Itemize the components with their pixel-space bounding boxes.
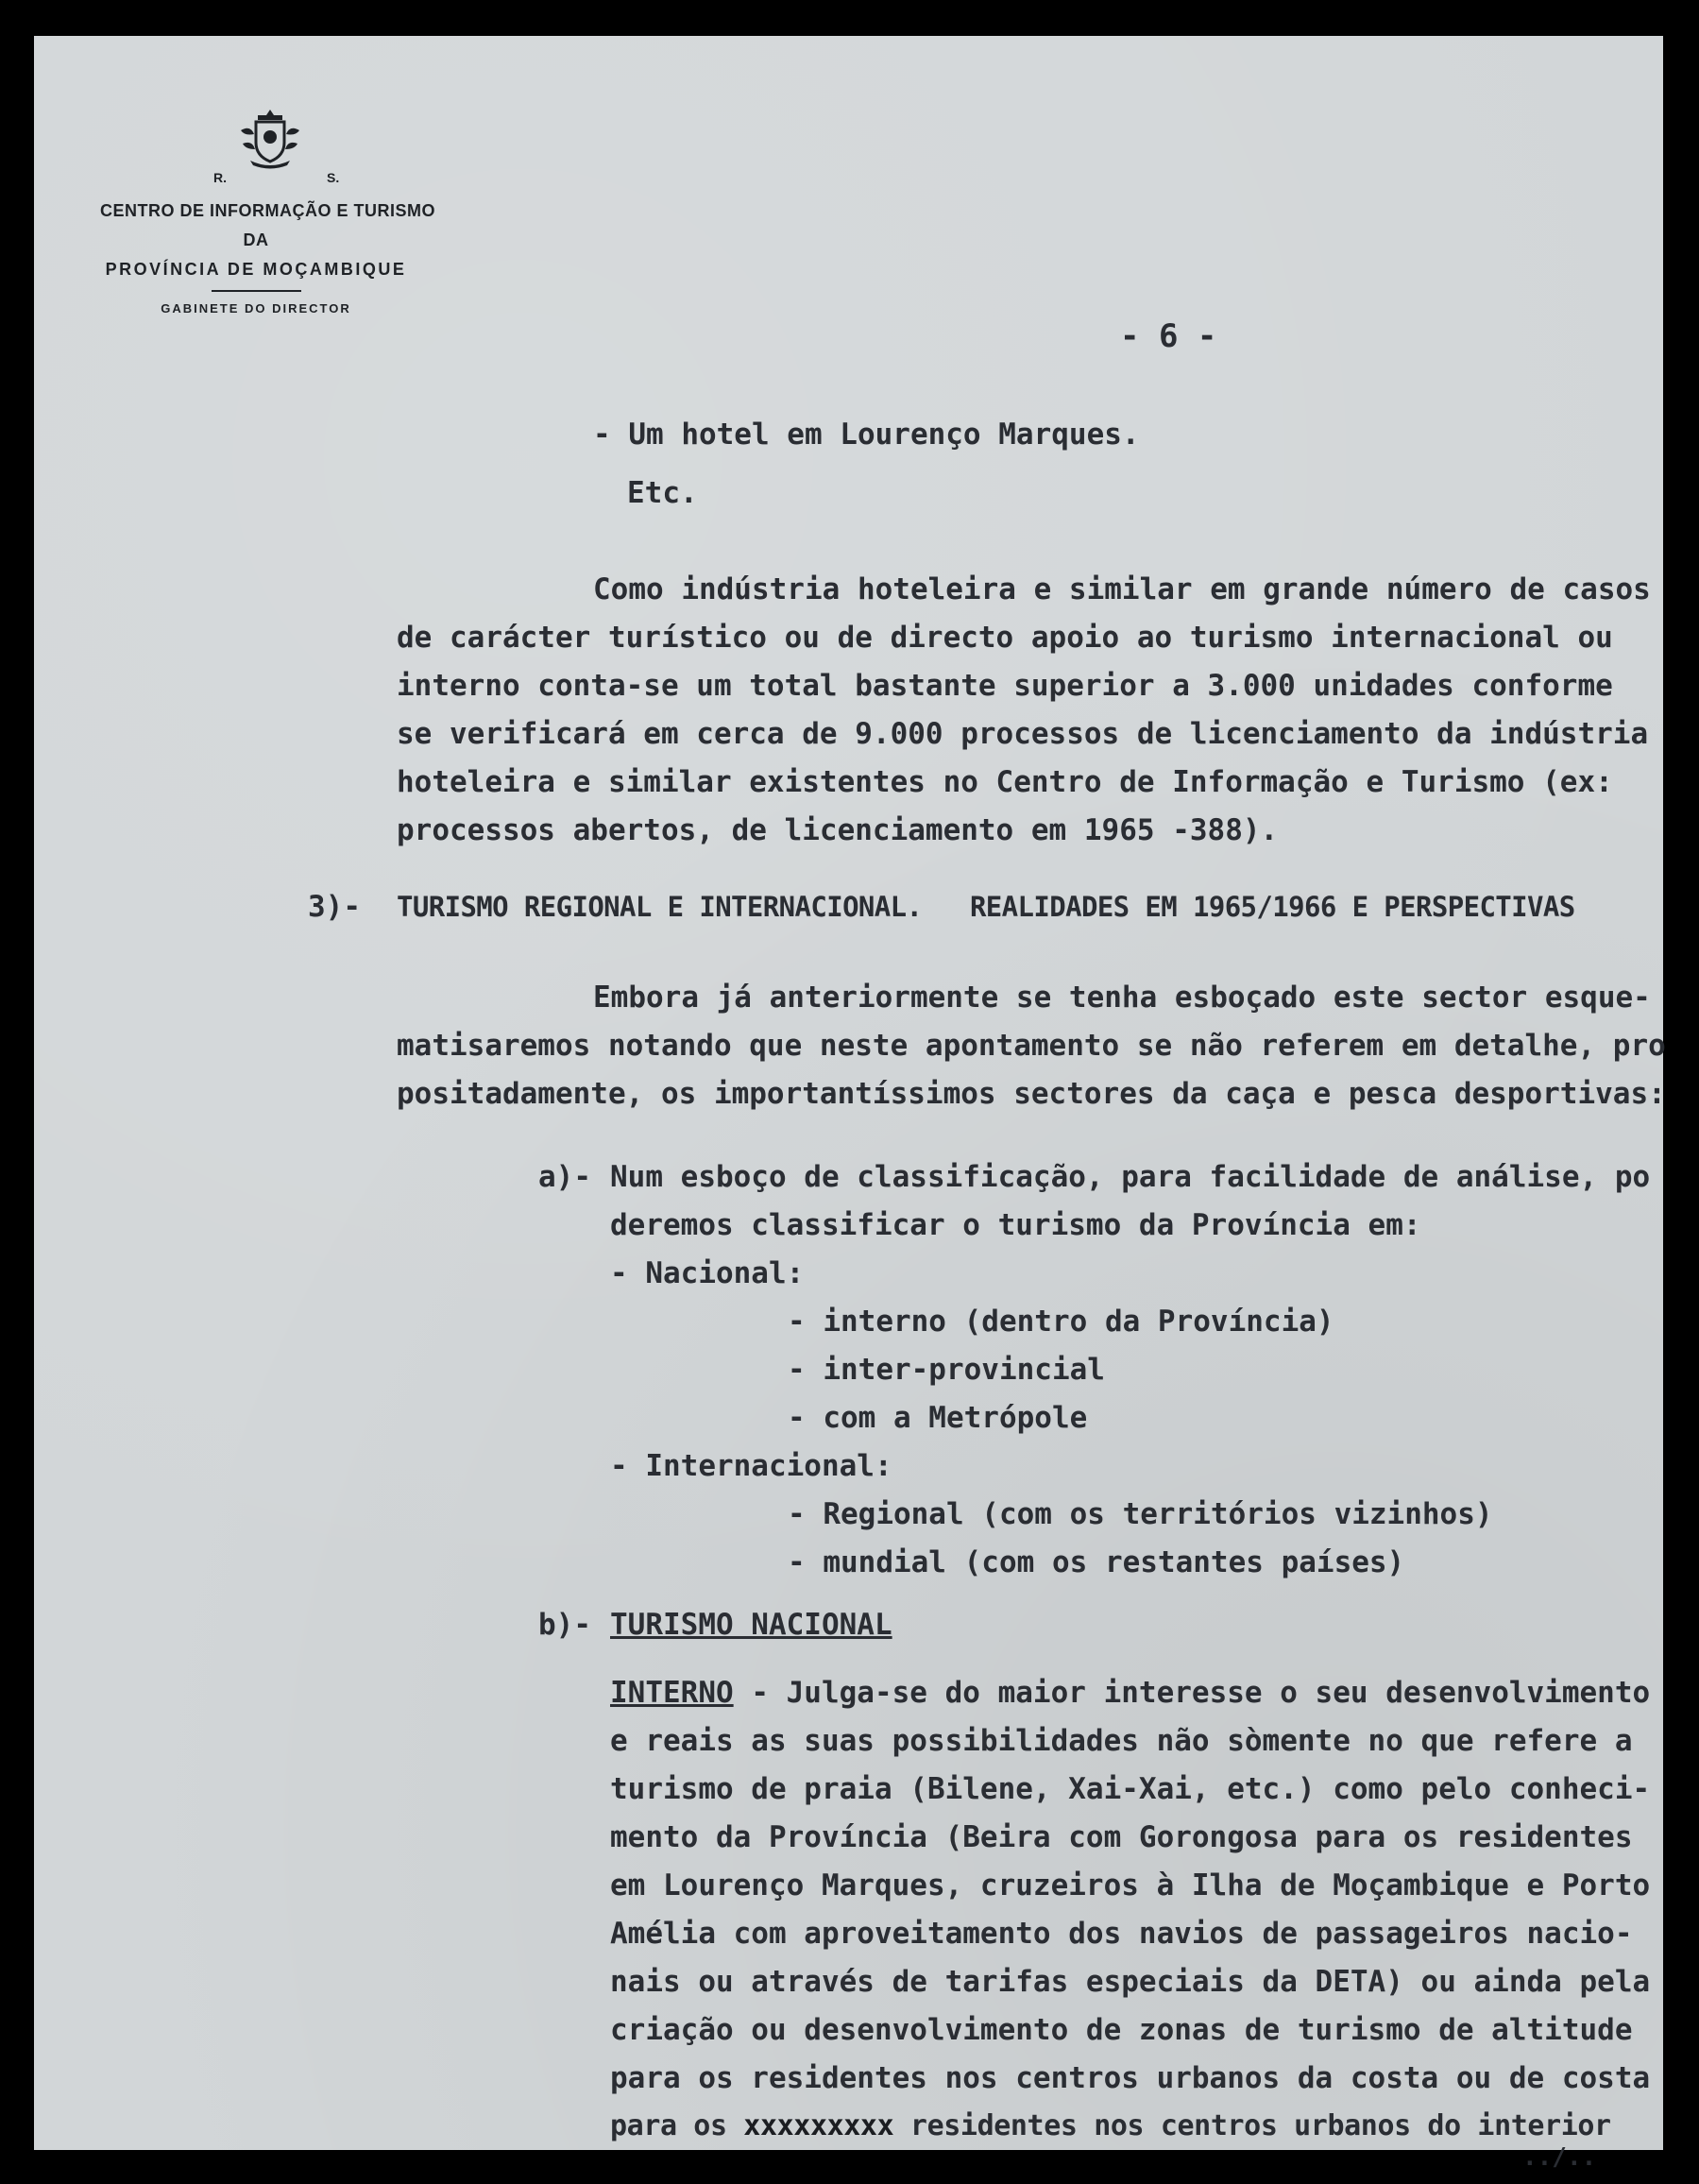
- subsection-b-line: em Lourenço Marques, cruzeiros à Ilha de Moçambique e Porto: [610, 1868, 1651, 1902]
- subsection-b-line: mento da Província (Beira com Gorongosa para os residentes: [610, 1820, 1633, 1854]
- page-number: - 6 -: [1120, 317, 1217, 355]
- internacional-label: - Internacional:: [610, 1449, 892, 1483]
- paragraph-1-line: hoteleira e similar existentes no Centro de Informação e Turismo (ex:: [397, 765, 1613, 799]
- section-3-heading: TURISMO REGIONAL E INTERNACIONAL. REALIDADES EM 1965/1966 E PERSPECTIVAS: [397, 891, 1575, 923]
- section-3-line: positadamente, os importantíssimos sectores da caça e pesca desportivas:: [397, 1077, 1666, 1111]
- paragraph-1-line: se verificará em cerca de 9.000 processos de licenciamento da indústria: [397, 717, 1649, 751]
- emblem-left-letter: R.: [213, 170, 227, 185]
- nacional-item: - interno (dentro da Província): [788, 1305, 1334, 1339]
- paragraph-1-line: interno conta-se um total bastante superior a 3.000 unidades conforme: [397, 669, 1613, 703]
- subsection-b-line: para os residentes nos centros urbanos da costa ou de costa: [610, 2061, 1651, 2095]
- subsection-b-marker: b)-: [538, 1608, 591, 1642]
- letterhead-line-3: PROVÍNCIA DE MOÇAMBIQUE: [105, 260, 407, 279]
- section-3-marker: 3)-: [308, 890, 361, 924]
- interno-label: INTERNO: [610, 1676, 734, 1710]
- continuation-mark: ../..: [1522, 2143, 1597, 2172]
- struck-out-word: xxxxxxxxx: [743, 2109, 894, 2142]
- internacional-item: - Regional (com os territórios vizinhos): [788, 1497, 1493, 1531]
- subsection-b-heading: TURISMO NACIONAL: [610, 1608, 892, 1642]
- intro-etc: Etc.: [627, 476, 698, 510]
- nacional-item: - inter-provincial: [788, 1353, 1105, 1387]
- section-3-line: Embora já anteriormente se tenha esboçado este sector esque-: [593, 981, 1651, 1015]
- paragraph-1-line: processos abertos, de licenciamento em 1965 -388).: [397, 813, 1279, 847]
- internacional-item: - mundial (com os restantes países): [788, 1545, 1405, 1579]
- subsection-b-line: criação ou desenvolvimento de zonas de turismo de altitude: [610, 2013, 1633, 2047]
- letterhead-line-2: DA: [243, 230, 269, 249]
- subsection-b-last-line: [610, 2109, 1611, 2143]
- last-line-start: para os: [610, 2109, 744, 2142]
- last-line-end: residentes nos centros urbanos do interior: [893, 2109, 1611, 2142]
- nacional-item: - com a Metrópole: [788, 1401, 1088, 1435]
- coat-of-arms-icon: [237, 106, 303, 172]
- letterhead-divider: [212, 290, 301, 292]
- subsection-a-line: Num esboço de classificação, para facilidade de análise, po: [610, 1160, 1651, 1194]
- letterhead-line-1: CENTRO DE INFORMAÇÃO E TURISMO: [100, 201, 435, 220]
- emblem-row: [100, 93, 412, 196]
- section-3-line: matisaremos notando que neste apontamento se não referem em detalhe, pro: [397, 1029, 1666, 1063]
- subsection-b-line: e reais as suas possibilidades não sòmente no que refere a: [610, 1724, 1633, 1758]
- subsection-a-marker: a)-: [538, 1160, 591, 1194]
- paragraph-1-line: de carácter turístico ou de directo apoio ao turismo internacional ou: [397, 621, 1613, 655]
- subsection-b-line: - Julga-se do maior interesse o seu desenvolvimento: [733, 1676, 1651, 1710]
- nacional-label: - Nacional:: [610, 1256, 805, 1290]
- intro-item: - Um hotel em Lourenço Marques.: [593, 418, 1140, 452]
- subsection-a-line: deremos classificar o turismo da Província em:: [610, 1208, 1421, 1242]
- subsection-b-line: nais ou através de tarifas especiais da DETA) ou ainda pela: [610, 1965, 1651, 1999]
- letterhead: [100, 93, 435, 316]
- subsection-b-line: Amélia com aproveitamento dos navios de passageiros nacio-: [610, 1917, 1633, 1951]
- subsection-b-line: turismo de praia (Bilene, Xai-Xai, etc.) como pelo conheci-: [610, 1772, 1651, 1806]
- document-page: [34, 36, 1666, 2172]
- paragraph-1-line: Como indústria hoteleira e similar em grande número de casos: [593, 572, 1651, 606]
- subsection-b-first-line: [610, 1676, 1650, 1710]
- letterhead-office: GABINETE DO DIRECTOR: [161, 301, 351, 316]
- emblem-right-letter: S.: [327, 170, 340, 185]
